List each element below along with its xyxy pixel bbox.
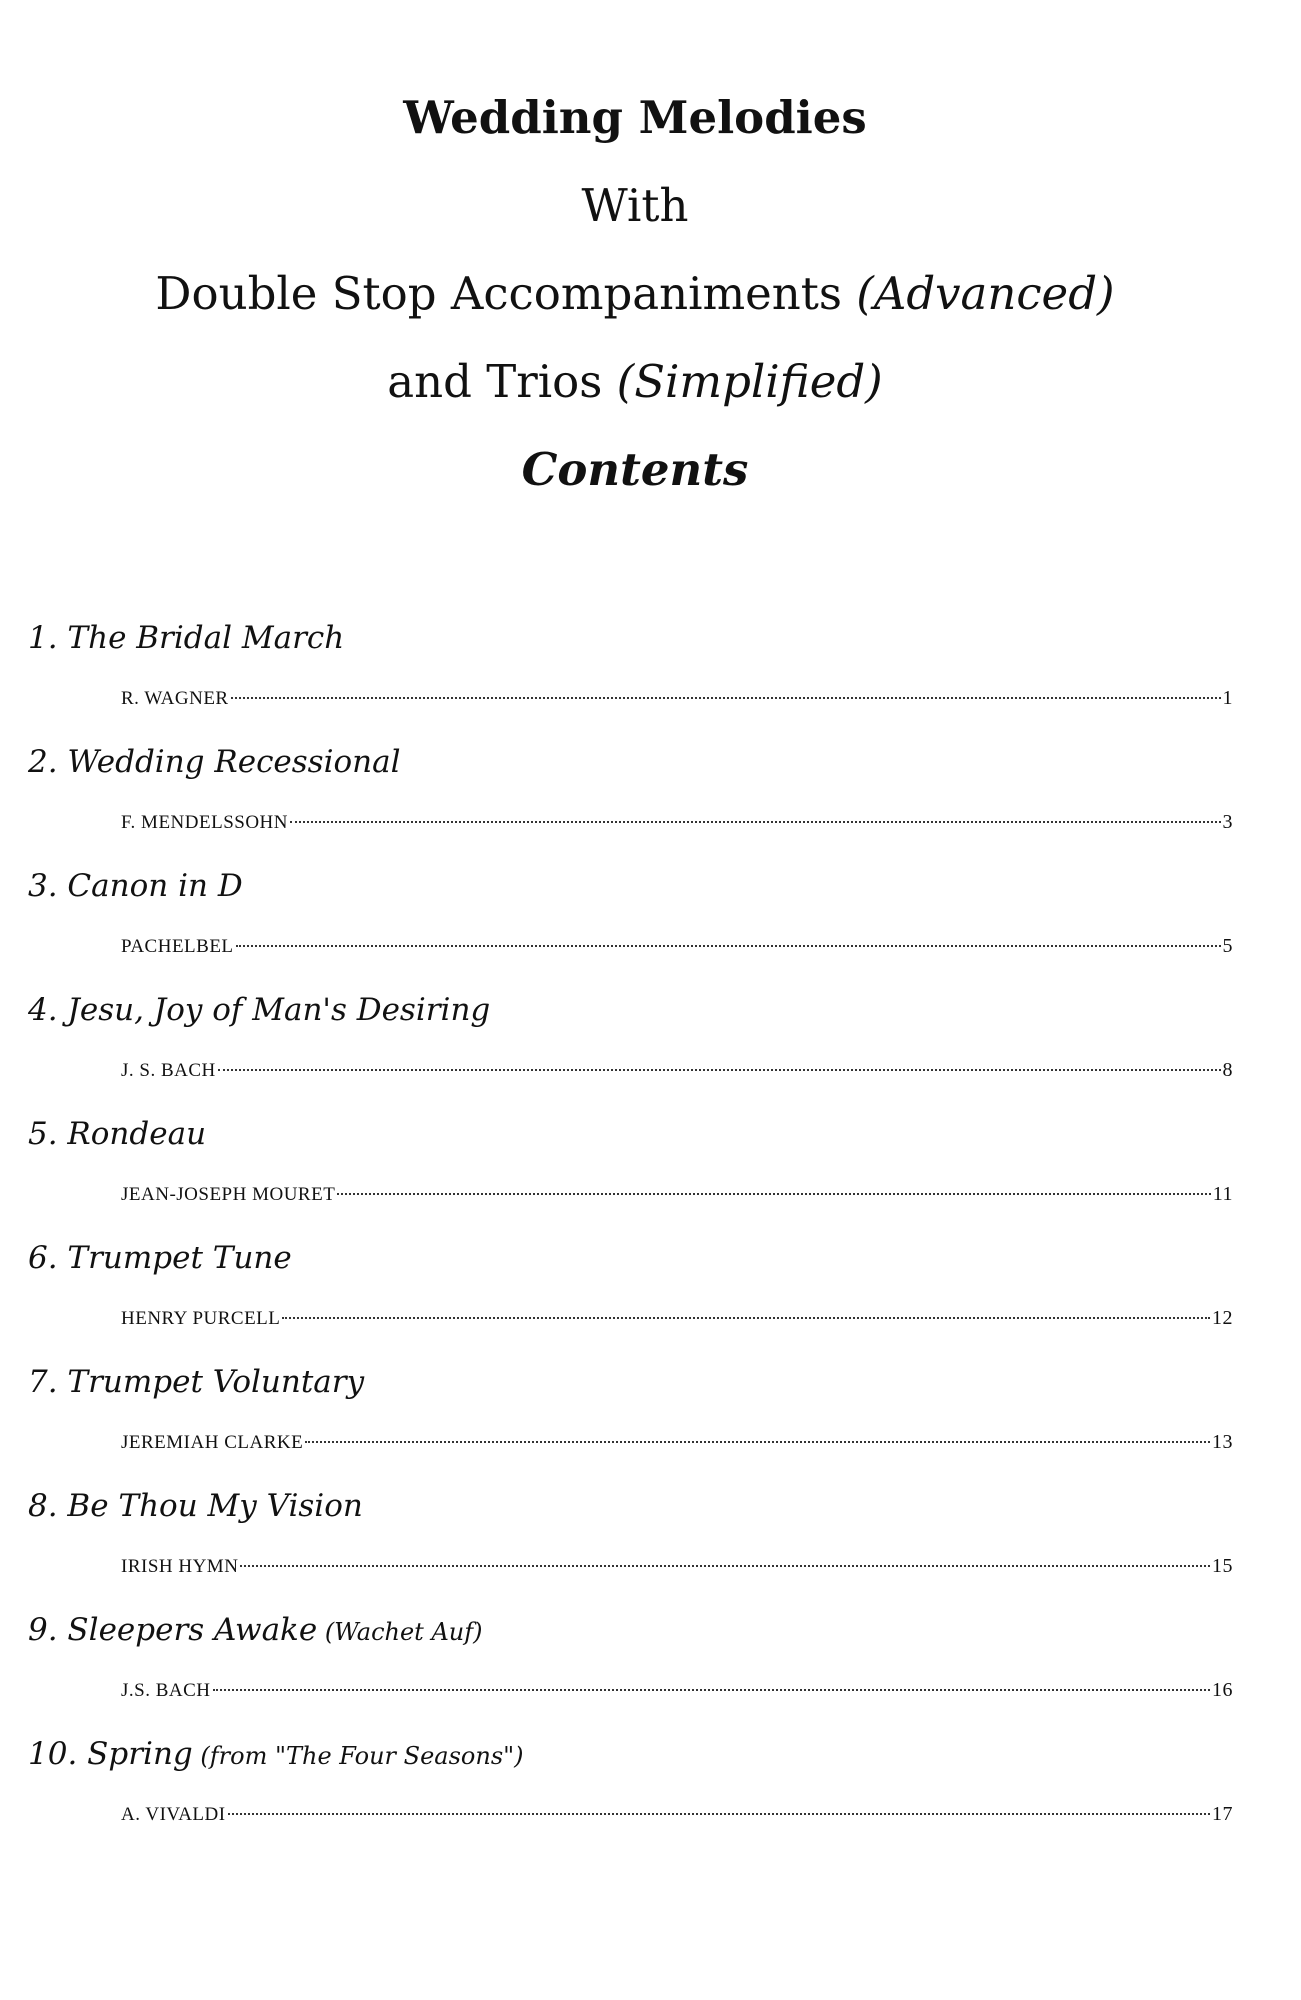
page-number: 16 <box>1212 1679 1233 1701</box>
toc-entry <box>28 1364 1233 1488</box>
composer-name: A. VIVALDI <box>121 1804 226 1825</box>
contents-heading: Contents <box>521 443 749 496</box>
toc-entry-composer-line <box>121 1307 1233 1330</box>
composer-name: J. S. BACH <box>121 1060 216 1081</box>
document-header <box>0 91 1270 496</box>
piece-title: 1. The Bridal March <box>28 620 345 656</box>
toc-entry <box>28 992 1233 1116</box>
page-number: 13 <box>1212 1431 1233 1453</box>
toc-entry-title <box>28 1488 363 1524</box>
piece-title: 10. Spring <box>28 1736 193 1772</box>
toc-entry <box>28 868 1233 992</box>
title-line-accompaniments <box>0 267 1270 359</box>
composer-name: R. WAGNER <box>121 688 229 709</box>
composer-name: IRISH HYMN <box>121 1556 239 1577</box>
toc-entry-composer-line <box>121 1431 1233 1454</box>
toc-entry-composer-line <box>121 1803 1233 1826</box>
composer-name: HENRY PURCELL <box>121 1308 281 1329</box>
piece-title: 4. Jesu, Joy of Man's Desiring <box>28 992 491 1028</box>
toc-entry-title <box>28 744 401 780</box>
table-of-contents <box>28 620 1233 1860</box>
dot-leader <box>305 1440 1210 1443</box>
piece-title: 7. Trumpet Voluntary <box>28 1364 365 1400</box>
page-number: 12 <box>1212 1307 1233 1329</box>
advanced-note: (Advanced) <box>856 267 1115 320</box>
toc-entry-title <box>28 1240 292 1276</box>
toc-entry <box>28 1736 1233 1860</box>
toc-entry <box>28 744 1233 868</box>
composer-name: F. MENDELSSOHN <box>121 812 288 833</box>
title-line-trios <box>0 355 1270 447</box>
toc-entry-title <box>28 620 344 656</box>
page-number: 3 <box>1222 811 1233 833</box>
dot-leader <box>213 1688 1211 1691</box>
dot-leader <box>228 1812 1210 1815</box>
page-number: 11 <box>1212 1183 1233 1205</box>
toc-entry-title <box>28 1736 524 1772</box>
toc-entry-composer-line <box>121 1679 1233 1702</box>
page-number: 8 <box>1222 1059 1233 1081</box>
toc-entry-composer-line <box>121 687 1233 710</box>
trios-text: and Trios <box>387 355 617 408</box>
composer-name: JEAN-JOSEPH MOURET <box>121 1184 336 1205</box>
toc-entry-title <box>28 868 243 904</box>
piece-title: 6. Trumpet Tune <box>28 1240 292 1276</box>
dot-leader <box>218 1068 1221 1071</box>
title-line-with: With <box>581 179 689 232</box>
toc-entry-title <box>28 992 490 1028</box>
piece-subtitle: (Wachet Auf) <box>317 1618 483 1646</box>
page-number: 17 <box>1212 1803 1233 1825</box>
toc-entry-composer-line <box>121 1183 1233 1206</box>
dot-leader <box>236 944 1221 947</box>
dot-leader <box>282 1316 1210 1319</box>
toc-entry-composer-line <box>121 1059 1233 1082</box>
toc-entry <box>28 620 1233 744</box>
dot-leader <box>290 820 1221 823</box>
toc-entry-title <box>28 1116 206 1152</box>
toc-entry-title <box>28 1612 482 1648</box>
piece-title: 9. Sleepers Awake <box>28 1612 318 1648</box>
dot-leader <box>337 1192 1210 1195</box>
document-title: Wedding Melodies <box>403 91 867 144</box>
piece-title: 5. Rondeau <box>28 1116 207 1152</box>
page-number: 1 <box>1222 687 1233 709</box>
simplified-note: (Simplified) <box>616 355 883 408</box>
toc-entry-composer-line <box>121 811 1233 834</box>
toc-entry <box>28 1612 1233 1736</box>
composer-name: J.S. BACH <box>121 1680 211 1701</box>
dot-leader <box>231 696 1221 699</box>
toc-entry <box>28 1116 1233 1240</box>
dot-leader <box>240 1564 1210 1567</box>
composer-name: JEREMIAH CLARKE <box>121 1432 304 1453</box>
composer-name: PACHELBEL <box>121 936 234 957</box>
toc-entry-composer-line <box>121 1555 1233 1578</box>
toc-entry <box>28 1240 1233 1364</box>
piece-title: 2. Wedding Recessional <box>28 744 401 780</box>
piece-title: 3. Canon in D <box>28 868 243 904</box>
accompaniments-text: Double Stop Accompaniments <box>155 267 857 320</box>
toc-entry-title <box>28 1364 364 1400</box>
piece-subtitle: (from "The Four Seasons") <box>192 1742 524 1770</box>
toc-entry <box>28 1488 1233 1612</box>
page-number: 15 <box>1212 1555 1233 1577</box>
page-number: 5 <box>1222 935 1233 957</box>
toc-entry-composer-line <box>121 935 1233 958</box>
piece-title: 8. Be Thou My Vision <box>28 1488 363 1524</box>
